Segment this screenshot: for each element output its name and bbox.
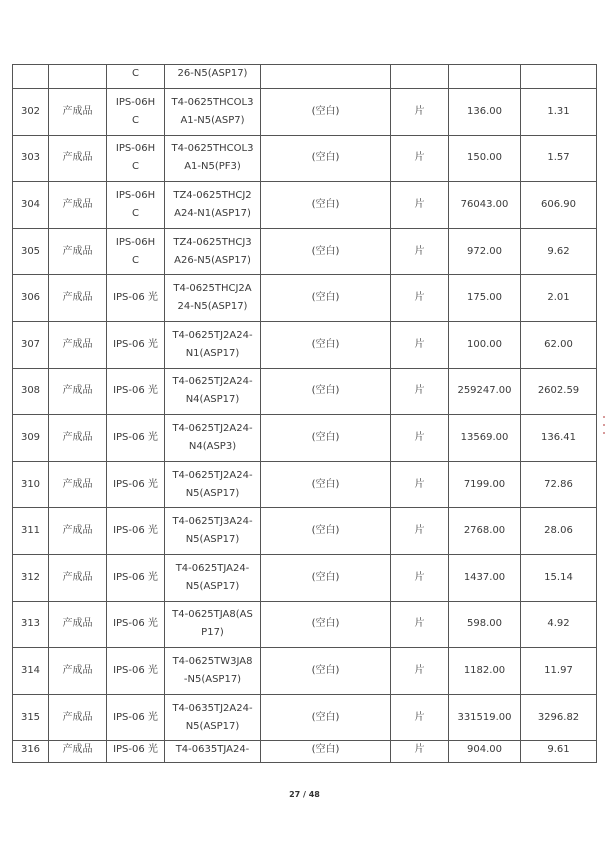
cell-qty: 972.00 xyxy=(449,228,521,275)
cell-unit: 片 xyxy=(391,648,449,695)
cell-category: 产成品 xyxy=(49,135,107,182)
cell-unit: 片 xyxy=(391,228,449,275)
cell-unit: 片 xyxy=(391,89,449,136)
cell-amount: 606.90 xyxy=(521,182,597,229)
cell-spec: IPS-06H C xyxy=(107,135,165,182)
cell-spec: IPS-06H C xyxy=(107,182,165,229)
cell-amount: 1.57 xyxy=(521,135,597,182)
cell-note: (空白) xyxy=(261,508,391,555)
cell-amount: 62.00 xyxy=(521,321,597,368)
cell-spec: IPS-06 光 xyxy=(107,741,165,763)
cell-category: 产成品 xyxy=(49,741,107,763)
cell-category xyxy=(49,65,107,89)
cell-model: T4-0625TJ2A24- N4(ASP3) xyxy=(165,415,261,462)
cell-model: T4-0625THCJ2A 24-N5(ASP17) xyxy=(165,275,261,322)
cell-unit: 片 xyxy=(391,321,449,368)
cell-qty: 13569.00 xyxy=(449,415,521,462)
cell-unit: 片 xyxy=(391,461,449,508)
cell-unit: 片 xyxy=(391,368,449,415)
cell-qty: 1182.00 xyxy=(449,648,521,695)
cell-category: 产成品 xyxy=(49,554,107,601)
cell-note: (空白) xyxy=(261,368,391,415)
table-row xyxy=(13,461,597,508)
cell-unit: 片 xyxy=(391,275,449,322)
cell-amount: 2602.59 xyxy=(521,368,597,415)
table-row xyxy=(13,508,597,555)
cell-spec: C xyxy=(107,65,165,89)
cell-amount: 3296.82 xyxy=(521,694,597,741)
cell-spec: IPS-06 光 xyxy=(107,648,165,695)
cell-amount: 9.62 xyxy=(521,228,597,275)
table-row xyxy=(13,601,597,648)
cell-note: (空白) xyxy=(261,89,391,136)
cell-amount: 4.92 xyxy=(521,601,597,648)
cell-amount: 136.41 xyxy=(521,415,597,462)
cell-no xyxy=(13,65,49,89)
inventory-table xyxy=(12,64,597,763)
inventory-table-body xyxy=(13,65,597,763)
table-row xyxy=(13,275,597,322)
cell-amount xyxy=(521,65,597,89)
table-row xyxy=(13,228,597,275)
cell-qty: 1437.00 xyxy=(449,554,521,601)
cell-model: 26-N5(ASP17) xyxy=(165,65,261,89)
cell-note: (空白) xyxy=(261,694,391,741)
cell-model: TZ4-0625THCJ2 A24-N1(ASP17) xyxy=(165,182,261,229)
cell-category: 产成品 xyxy=(49,182,107,229)
cell-unit: 片 xyxy=(391,694,449,741)
cell-amount: 1.31 xyxy=(521,89,597,136)
cell-spec: IPS-06 光 xyxy=(107,694,165,741)
cell-note xyxy=(261,65,391,89)
cell-model: T4-0625THCOL3 A1-N5(ASP7) xyxy=(165,89,261,136)
cell-amount: 72.86 xyxy=(521,461,597,508)
cell-no: 307 xyxy=(13,321,49,368)
cell-qty: 76043.00 xyxy=(449,182,521,229)
table-row xyxy=(13,554,597,601)
cell-category: 产成品 xyxy=(49,415,107,462)
cell-model: TZ4-0625THCJ3 A26-N5(ASP17) xyxy=(165,228,261,275)
cell-no: 313 xyxy=(13,601,49,648)
cell-note: (空白) xyxy=(261,415,391,462)
cell-note: (空白) xyxy=(261,228,391,275)
cell-unit: 片 xyxy=(391,741,449,763)
cell-unit: 片 xyxy=(391,135,449,182)
cell-qty: 331519.00 xyxy=(449,694,521,741)
cell-spec: IPS-06 光 xyxy=(107,601,165,648)
cell-qty: 100.00 xyxy=(449,321,521,368)
cell-no: 314 xyxy=(13,648,49,695)
table-row xyxy=(13,415,597,462)
cell-note: (空白) xyxy=(261,648,391,695)
cell-spec: IPS-06H C xyxy=(107,89,165,136)
cell-no: 309 xyxy=(13,415,49,462)
cell-model: T4-0635TJ2A24- N5(ASP17) xyxy=(165,694,261,741)
cell-category: 产成品 xyxy=(49,694,107,741)
page-number: 27 / 48 xyxy=(289,790,320,799)
cell-no: 312 xyxy=(13,554,49,601)
table-row xyxy=(13,368,597,415)
cell-model: T4-0625TJA24- N5(ASP17) xyxy=(165,554,261,601)
table-row xyxy=(13,182,597,229)
cell-category: 产成品 xyxy=(49,275,107,322)
cell-amount: 11.97 xyxy=(521,648,597,695)
inventory-table-container xyxy=(12,64,596,763)
cell-note: (空白) xyxy=(261,321,391,368)
cell-no: 316 xyxy=(13,741,49,763)
cell-amount: 15.14 xyxy=(521,554,597,601)
cell-model: T4-0625TJ2A24- N4(ASP17) xyxy=(165,368,261,415)
cell-no: 305 xyxy=(13,228,49,275)
cell-spec: IPS-06 光 xyxy=(107,415,165,462)
cell-no: 315 xyxy=(13,694,49,741)
table-row-continued xyxy=(13,65,597,89)
cell-unit: 片 xyxy=(391,415,449,462)
cell-note: (空白) xyxy=(261,135,391,182)
table-row xyxy=(13,89,597,136)
cell-model: T4-0625TW3JA8 -N5(ASP17) xyxy=(165,648,261,695)
table-row xyxy=(13,135,597,182)
cell-qty: 175.00 xyxy=(449,275,521,322)
cell-unit xyxy=(391,65,449,89)
cell-amount: 28.06 xyxy=(521,508,597,555)
cell-spec: IPS-06 光 xyxy=(107,368,165,415)
cell-no: 302 xyxy=(13,89,49,136)
cell-spec: IPS-06 光 xyxy=(107,321,165,368)
cell-qty: 904.00 xyxy=(449,741,521,763)
cell-model: T4-0625TJA8(AS P17) xyxy=(165,601,261,648)
cell-amount: 9.61 xyxy=(521,741,597,763)
cell-no: 310 xyxy=(13,461,49,508)
cell-unit: 片 xyxy=(391,182,449,229)
table-row xyxy=(13,321,597,368)
table-row xyxy=(13,741,597,763)
cell-model: T4-0625TJ3A24- N5(ASP17) xyxy=(165,508,261,555)
cell-qty: 7199.00 xyxy=(449,461,521,508)
edge-stain-mark xyxy=(602,410,606,470)
cell-no: 303 xyxy=(13,135,49,182)
table-row xyxy=(13,648,597,695)
cell-unit: 片 xyxy=(391,554,449,601)
cell-category: 产成品 xyxy=(49,228,107,275)
cell-model: T4-0625TJ2A24- N5(ASP17) xyxy=(165,461,261,508)
cell-spec: IPS-06 光 xyxy=(107,508,165,555)
cell-note: (空白) xyxy=(261,741,391,763)
cell-note: (空白) xyxy=(261,461,391,508)
cell-no: 306 xyxy=(13,275,49,322)
cell-qty: 150.00 xyxy=(449,135,521,182)
cell-category: 产成品 xyxy=(49,368,107,415)
cell-category: 产成品 xyxy=(49,508,107,555)
cell-category: 产成品 xyxy=(49,89,107,136)
cell-no: 311 xyxy=(13,508,49,555)
cell-qty: 2768.00 xyxy=(449,508,521,555)
cell-spec: IPS-06 光 xyxy=(107,554,165,601)
cell-category: 产成品 xyxy=(49,648,107,695)
cell-unit: 片 xyxy=(391,601,449,648)
cell-spec: IPS-06H C xyxy=(107,228,165,275)
cell-qty: 259247.00 xyxy=(449,368,521,415)
cell-no: 308 xyxy=(13,368,49,415)
cell-category: 产成品 xyxy=(49,321,107,368)
cell-unit: 片 xyxy=(391,508,449,555)
cell-model: T4-0625THCOL3 A1-N5(PF3) xyxy=(165,135,261,182)
cell-note: (空白) xyxy=(261,554,391,601)
cell-category: 产成品 xyxy=(49,461,107,508)
cell-spec: IPS-06 光 xyxy=(107,275,165,322)
cell-note: (空白) xyxy=(261,601,391,648)
cell-model: T4-0635TJA24- xyxy=(165,741,261,763)
cell-note: (空白) xyxy=(261,275,391,322)
table-row xyxy=(13,694,597,741)
cell-amount: 2.01 xyxy=(521,275,597,322)
cell-qty: 136.00 xyxy=(449,89,521,136)
cell-spec: IPS-06 光 xyxy=(107,461,165,508)
cell-no: 304 xyxy=(13,182,49,229)
cell-note: (空白) xyxy=(261,182,391,229)
cell-category: 产成品 xyxy=(49,601,107,648)
cell-model: T4-0625TJ2A24- N1(ASP17) xyxy=(165,321,261,368)
cell-qty xyxy=(449,65,521,89)
cell-qty: 598.00 xyxy=(449,601,521,648)
